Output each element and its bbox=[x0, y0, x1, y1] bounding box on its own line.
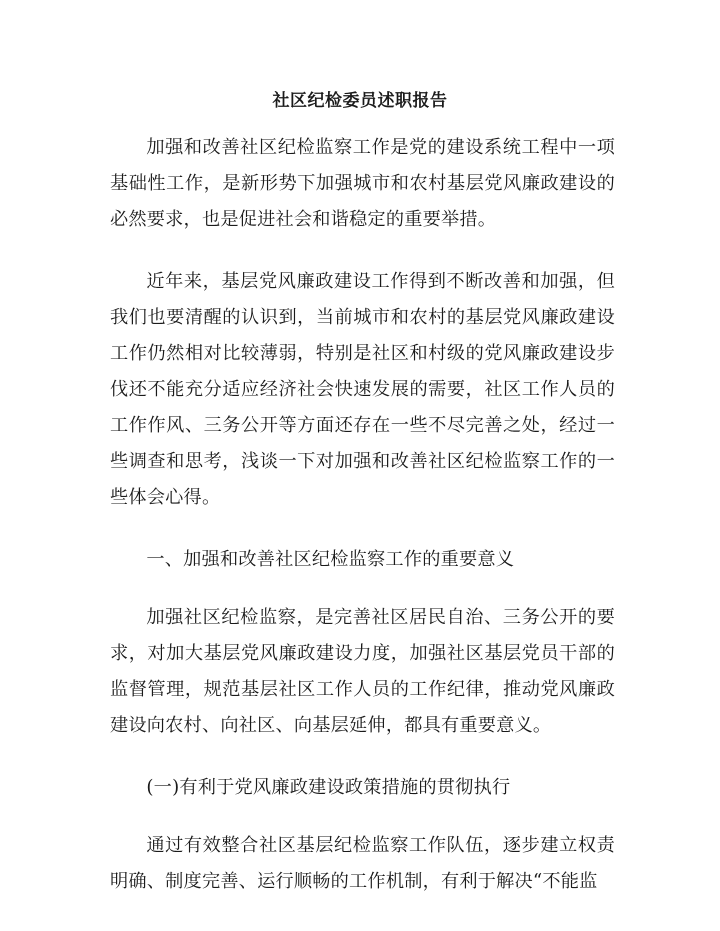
paragraph-background: 近年来，基层党风廉政建设工作得到不断改善和加强，但我们也要清醒的认识到，当前城市和农村的基层党风廉政建设工作仍然相对比较薄弱，特别是社区和村级的党风廉政建设步伐还不能充分适应经济社会快速发展的需要，社区工作人员的工作作风、三务公开等方面还存在一些不尽完善之处，经过一些调查和思考，浅谈一下对加强和改善社区纪检监察工作的一些体会心得。 bbox=[110, 271, 615, 508]
paragraph-integration: 通过有效整合社区基层纪检监察工作队伍，逐步建立权责明确、制度完善、运行顺畅的工作机制，有利于解决“不能监 bbox=[110, 835, 615, 892]
section-heading-1: 一、加强和改善社区纪检监察工作的重要意义 bbox=[146, 549, 515, 570]
document-body bbox=[110, 130, 615, 926]
paragraph-intro: 加强和改善社区纪检监察工作是党的建设系统工程中一项基础性工作，是新形势下加强城市和农村基层党风廉政建设的必然要求，也是促进社会和谐稳定的重要举措。 bbox=[110, 137, 615, 230]
paragraph-significance: 加强社区纪检监察，是完善社区居民自治、三务公开的要求，对加大基层党风廉政建设力度，加强社区基层党员干部的监督管理，规范基层社区工作人员的工作纪律，推动党风廉政建设向农村、向社区、向基层延伸，都具有重要意义。 bbox=[110, 607, 615, 736]
subsection-heading-1: (一)有利于党风廉政建设政策措施的贯彻执行 bbox=[146, 777, 511, 798]
document-title: 社区纪检委员述职报告 bbox=[272, 91, 448, 111]
